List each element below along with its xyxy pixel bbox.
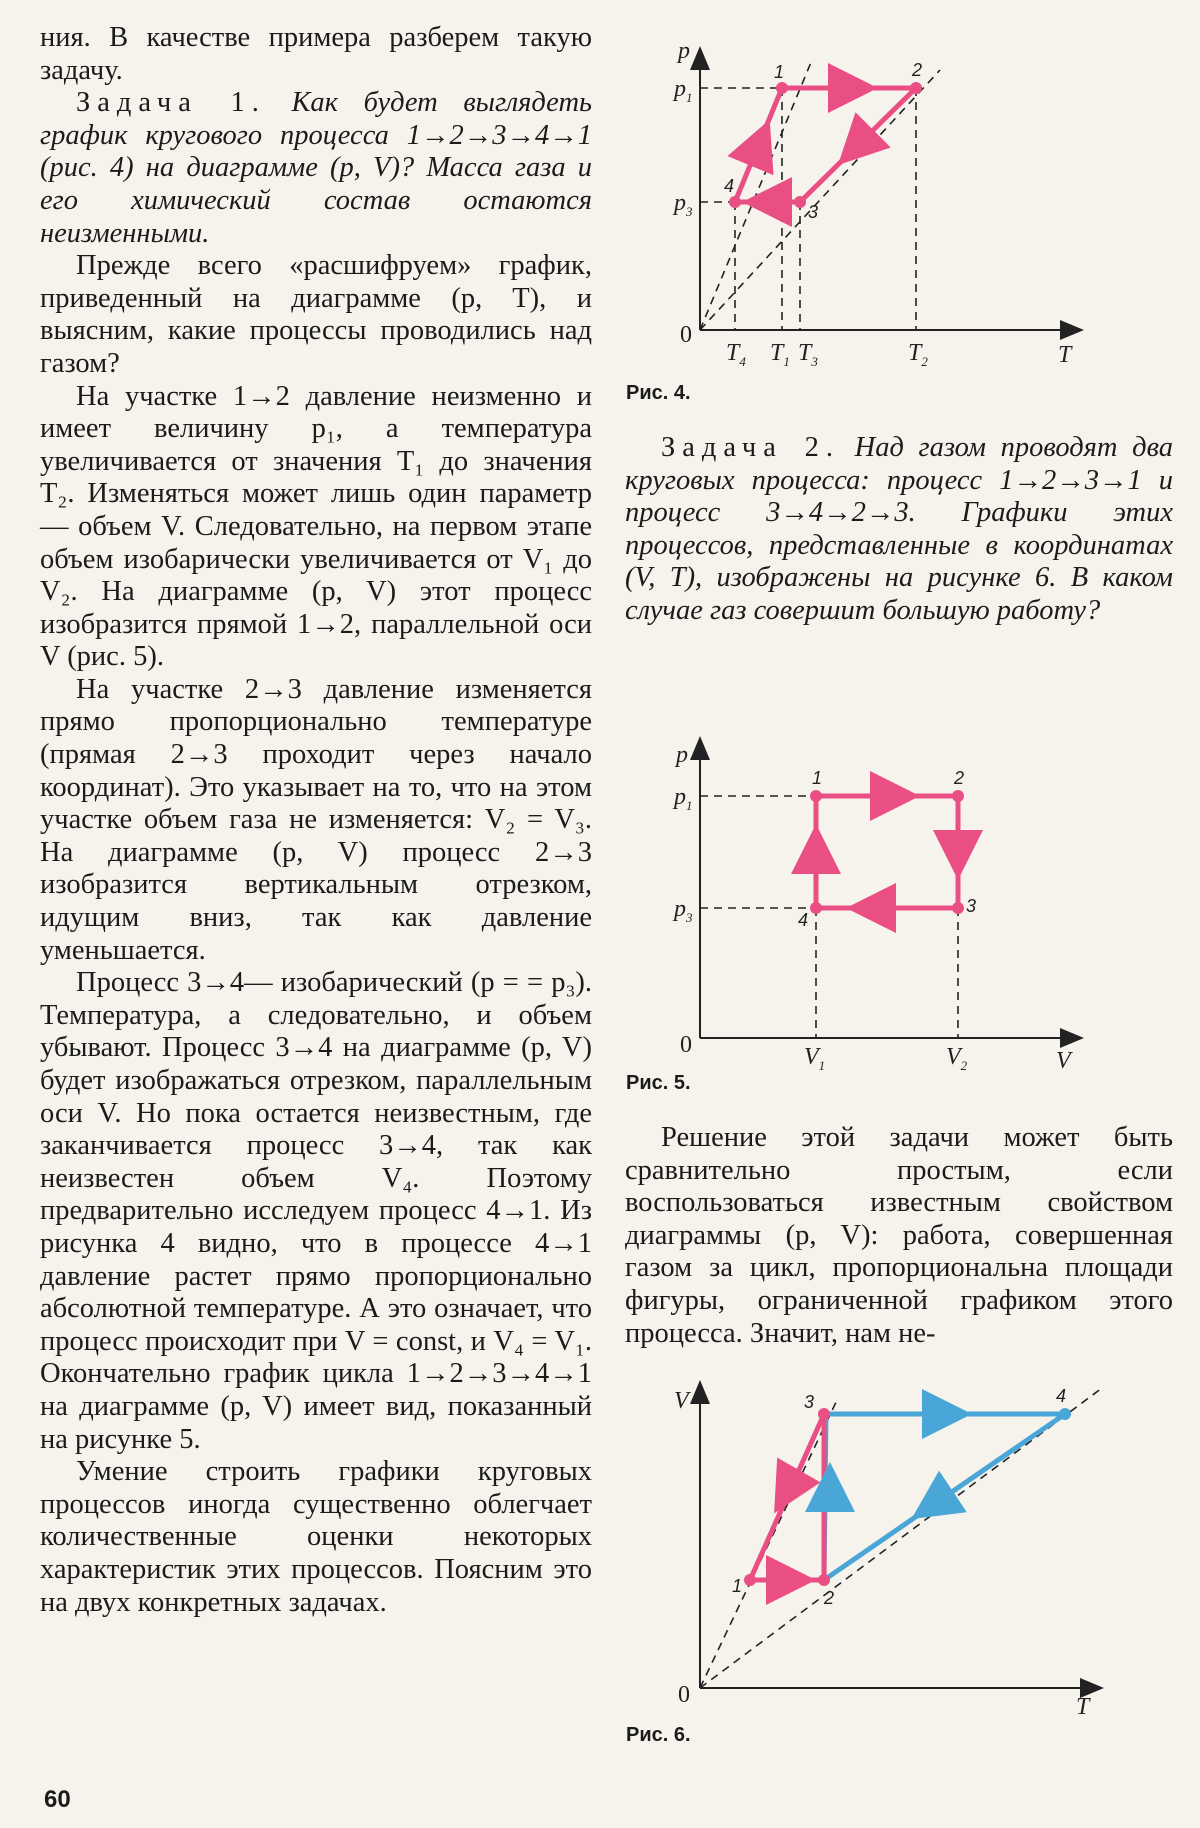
fig4-label-4: 4 (724, 176, 735, 196)
paragraph-segment-23: На участке 2→3 давление изменяется прямо пропорционально температуре (прямая 2→3 проходит через начало координат). Это указывает на то, что на этом участке объем газа не изменяется: V₂ = V₃. На диаграмме (p, V) процесс 2→3 изобразится вертикальным отрезком, идущим вниз, так как давление уменьшается. (40, 673, 592, 966)
task2-lead: Задача 2. (661, 432, 840, 463)
fig4-point-4 (729, 196, 741, 208)
page-number: 60 (44, 1786, 71, 1813)
fig6-cycle-1231 (750, 1414, 824, 1580)
fig6-point-2 (818, 1574, 830, 1586)
figure-6 (640, 1372, 1120, 1720)
paragraph-conclusion: Умение строить графики круговых процессов иногда существенно облегчает количественные оценки некоторых характеристик этих процессов. Поясним это на двух конкретных задачах. (40, 1456, 592, 1618)
fig5-tick-p1: $p_1$ (674, 784, 693, 813)
fig4-label-1: 1 (774, 62, 785, 82)
fig6-point-4 (1059, 1408, 1071, 1420)
fig6-label-1: 1 (732, 1576, 743, 1596)
fig4-axis-t-label: T (1058, 342, 1072, 368)
figure-5 (640, 740, 1120, 1074)
fig4-arrow-41 (757, 138, 762, 150)
fig5-cycle (816, 796, 958, 908)
paragraph-segment-34: Процесс 3→4— изобарический (p = = p₃). Температура, а следовательно, и объем убывают. Процесс 3→4 на диаграмме (p, V) будет изображаться отрезком, параллельным оси V. Но пока остается неизвестным, где заканчивается процесс 3→4, так как неизвестен объем V₄. Поэтому предварительно исследуем процесс 4→1. Из рисунка 4 видно, что в процессе 4→1 давление растет прямо пропорционально абсолютной температуре. А это означает, что процесс происходит при V = const, и V₄ = V₁. Окончательно график цикла 1→2→3→4→1 на диаграмме (p, V) имеет вид, показанный на рисунке 5. (40, 967, 592, 1455)
fig5-axis-v-label: V (1056, 1048, 1071, 1074)
fig4-label-2: 2 (912, 60, 923, 80)
fig6-label-3: 3 (804, 1392, 815, 1412)
paragraph-task2 (625, 432, 1173, 628)
fig4-point-1 (776, 82, 788, 94)
fig6-label-2: 2 (824, 1588, 835, 1608)
fig4-cycle (735, 88, 916, 202)
fig6-label-4: 4 (1056, 1386, 1067, 1406)
fig5-axis-p-label: p (676, 742, 688, 768)
fig4-ray-origin-1 (700, 60, 812, 330)
fig4-point-2 (910, 82, 922, 94)
fig5-label-4: 4 (798, 910, 809, 930)
paragraph-solution: Решение этой задачи может быть сравнительно простым, если воспользоваться известным свойством диаграммы (p, V): работа, совершенная газом за цикл, пропорциональна площади фигуры, ограниченной графиком этого процесса. Значит, нам не- (625, 1122, 1173, 1349)
fig6-axis-v-label: V (674, 1388, 689, 1414)
figure-6-plot (640, 1372, 1120, 1720)
left-column (40, 22, 592, 1619)
fig4-tick-t2: $T_2$ (908, 340, 928, 369)
paragraph-segment-12: На участке 1→2 давление неизменно и имеет величину p₁, а температура увеличивается от значения T₁ до значения T₂. Изменяться может лишь один параметр — объем V. Следовательно, на первом этапе объем изобарически увеличивается от V₁ до V₂. На диаграмме (p, V) этот процесс изобразится прямой 1→2, параллельной оси V (рис. 5). (40, 380, 592, 673)
fig6-axis-t-label: T (1076, 1694, 1090, 1720)
task2-block (625, 432, 1173, 628)
fig4-tick-t3: $T_3$ (798, 340, 818, 369)
figure-5-caption: Рис. 5. (626, 1072, 691, 1094)
fig5-point-3 (952, 902, 964, 914)
fig6-cycle-3423 (824, 1414, 1065, 1580)
figure-4-caption: Рис. 4. (626, 382, 691, 404)
figure-5-plot (640, 740, 1120, 1074)
figure-4-plot (640, 40, 1120, 380)
fig4-axis-p-label: p (678, 38, 690, 64)
fig4-origin: 0 (680, 322, 692, 348)
fig6-point-3 (818, 1408, 830, 1420)
fig4-tick-p1: $p_1$ (674, 76, 693, 105)
paragraph-task1 (40, 87, 592, 250)
task1-text: Как будет выглядеть график кругового процесса 1→2→3→4→1 (рис. 4) на диаграмме (p, V)? Масса газа и его химический состав остаются неизменными. (40, 87, 592, 249)
fig5-tick-p3: $p_3$ (674, 896, 693, 925)
task2-text: Над газом проводят два круговых процесса: процесс 1→2→3→1 и процесс 3→4→2→3. Графики этих процессов, представленные в координатах (V, T), изображены на рисунке 6. В каком случае газ совершит большую работу? (625, 432, 1173, 626)
fig5-tick-v1: $V_1$ (804, 1044, 826, 1073)
fig5-label-1: 1 (812, 768, 823, 788)
paragraph-intro: ния. В качестве примера разберем такую задачу. (40, 22, 592, 86)
fig6-arrow-42 (928, 1500, 940, 1508)
fig4-label-3: 3 (808, 202, 819, 222)
fig5-label-2: 2 (954, 768, 965, 788)
fig4-point-3 (794, 196, 806, 208)
fig4-arrow-23 (852, 141, 862, 151)
figure-4 (640, 40, 1120, 380)
fig5-label-3: 3 (966, 896, 977, 916)
fig5-point-1 (810, 790, 822, 802)
fig5-point-4 (810, 902, 822, 914)
fig6-origin: 0 (678, 1682, 690, 1708)
task1-lead: Задача 1. (76, 87, 266, 119)
fig5-origin: 0 (680, 1032, 692, 1058)
fig4-tick-t1: $T_1$ (770, 340, 790, 369)
fig5-point-2 (952, 790, 964, 802)
fig4-tick-t4: $T_4$ (726, 340, 746, 369)
fig4-tick-p3: $p_3$ (674, 190, 693, 219)
paragraph-decode: Прежде всего «расшифруем» график, приведенный на диаграмме (p, T), и выясним, какие процессы проводились над газом? (40, 250, 592, 379)
fig6-point-1 (744, 1574, 756, 1586)
fig5-tick-v2: $V_2$ (946, 1044, 968, 1073)
solution-block (625, 1122, 1173, 1350)
figure-6-caption: Рис. 6. (626, 1724, 691, 1746)
